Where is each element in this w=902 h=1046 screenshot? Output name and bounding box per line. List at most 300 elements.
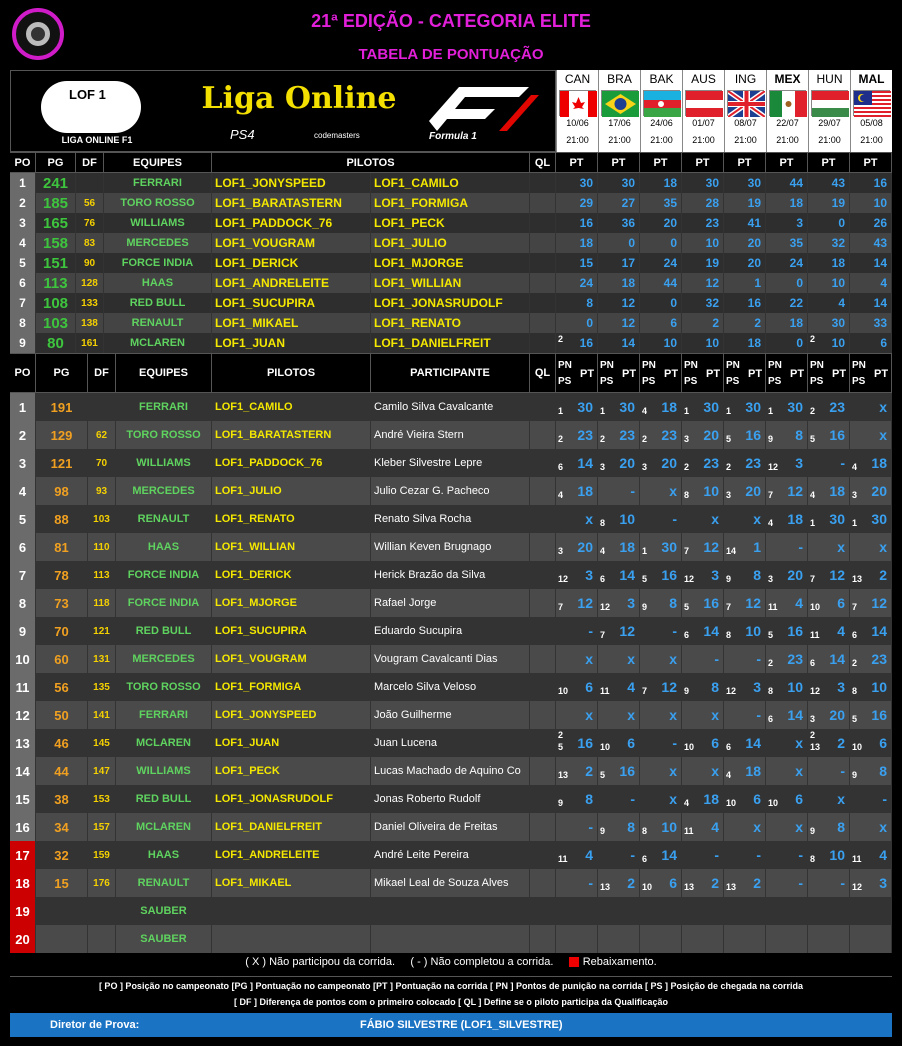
driver-race-ps: 1	[852, 518, 858, 528]
driver-name: Camilo Silva Cavalcante	[371, 393, 530, 421]
header-pt: PT	[874, 368, 889, 380]
driver-row	[10, 729, 892, 757]
team-race-pt: 27	[598, 193, 640, 213]
driver-race-pt: 2 13	[556, 757, 598, 785]
race-bak	[640, 70, 682, 152]
driver-name: Rafael Jorge	[371, 589, 530, 617]
driver-race-ps: 11	[684, 826, 694, 836]
team-race-pt: 12	[682, 273, 724, 293]
team-ql	[530, 193, 556, 213]
team-race-pt: 0	[640, 233, 682, 253]
driver-race-pt: x	[724, 505, 766, 533]
driver-race-pt: 3 12	[850, 869, 892, 897]
team-name: HAAS	[104, 273, 212, 293]
driver-race-pt: 20 3	[682, 421, 724, 449]
driver-race-pn: 2	[810, 730, 816, 740]
driver-race-pt: 6 10	[724, 785, 766, 813]
driver-name: Kleber Silvestre Lepre	[371, 449, 530, 477]
header-pt: PT	[622, 368, 637, 380]
race-time: 21:00	[860, 135, 883, 145]
driver-race-ps: 5	[684, 602, 690, 612]
team-row	[10, 333, 892, 353]
team-points: 151	[36, 253, 76, 273]
team-ql	[530, 273, 556, 293]
driver-name: Eduardo Sucupira	[371, 617, 530, 645]
race-date: 10/06	[566, 118, 589, 128]
race-date: 08/07	[734, 118, 757, 128]
driver-ql	[530, 925, 556, 953]
driver-race-pt: -	[640, 729, 682, 757]
driver-race-pt: 3 12	[598, 589, 640, 617]
driver-race-pt: 30 1	[850, 505, 892, 533]
driver-race-ps: 8	[642, 826, 648, 836]
header-cell: DF	[88, 354, 116, 392]
driver-race-pt: -	[682, 645, 724, 673]
driver-diff: 103	[88, 505, 116, 533]
team-race-pt: 8	[556, 293, 598, 313]
driver-row	[10, 533, 892, 561]
header-ps: PS	[684, 376, 698, 387]
driver-row	[10, 673, 892, 701]
driver-race-pt: 14 6	[850, 617, 892, 645]
team-points: 185	[36, 193, 76, 213]
team-race-pt: 28	[682, 193, 724, 213]
race-date: 22/07	[776, 118, 799, 128]
header-pn: PN	[768, 360, 782, 371]
driver-diff: 110	[88, 533, 116, 561]
team-pilot-2: LOF1_CAMILO	[371, 173, 530, 193]
driver-race-ps: 5	[810, 434, 816, 444]
driver-race-ps: 3	[768, 574, 774, 584]
driver-race-pt: -	[808, 757, 850, 785]
team-race-pt: 18	[808, 253, 850, 273]
driver-pilot: LOF1_MIKAEL	[212, 869, 371, 897]
driver-race-ps: 12	[852, 882, 863, 892]
team-race-pt: 30	[598, 173, 640, 193]
driver-race-pt: -	[808, 869, 850, 897]
team-position: 2	[10, 193, 36, 213]
team-row	[10, 313, 892, 333]
driver-points: 38	[36, 785, 88, 813]
team-race-pt: 15	[556, 253, 598, 273]
driver-race-pt: 16 5	[640, 561, 682, 589]
driver-points: 70	[36, 617, 88, 645]
driver-row	[10, 477, 892, 505]
driver-diff: 141	[88, 701, 116, 729]
driver-race-pt: x	[556, 701, 598, 729]
header-cell: PO	[10, 153, 36, 172]
team-row	[10, 173, 892, 193]
driver-race-pt: 6 10	[556, 673, 598, 701]
driver-race-ps: 1	[726, 406, 732, 416]
driver-race-ps: 13	[684, 882, 695, 892]
driver-race-pt: 23 2	[640, 421, 682, 449]
driver-team: SAUBER	[116, 925, 212, 953]
driver-race-pt: 12 7	[598, 617, 640, 645]
driver-team: TORO ROSSO	[116, 421, 212, 449]
driver-race-ps: 1	[642, 546, 648, 556]
race-time: 21:00	[734, 135, 757, 145]
driver-race-pt: x	[808, 533, 850, 561]
driver-diff	[88, 897, 116, 925]
driver-race-pt: 23 2	[808, 393, 850, 421]
driver-diff: 121	[88, 617, 116, 645]
driver-race-pt: 12 7	[556, 589, 598, 617]
team-race-pt: 3	[766, 213, 808, 233]
driver-diff: 157	[88, 813, 116, 841]
driver-name: Herick Brazão da Silva	[371, 561, 530, 589]
driver-ql	[530, 757, 556, 785]
driver-race-ps: 5	[726, 434, 732, 444]
race-mal	[850, 70, 892, 152]
driver-diff: 147	[88, 757, 116, 785]
team-diff: 128	[76, 273, 104, 293]
driver-pilot: LOF1_CAMILO	[212, 393, 371, 421]
driver-race-ps: 9	[684, 686, 690, 696]
driver-diff: 135	[88, 673, 116, 701]
race-code: BRA	[607, 72, 632, 86]
driver-points: 60	[36, 645, 88, 673]
team-diff: 90	[76, 253, 104, 273]
driver-points: 34	[36, 813, 88, 841]
driver-ql	[530, 897, 556, 925]
race-time: 21:00	[692, 135, 715, 145]
driver-race-pt: 14 6	[640, 841, 682, 869]
team-name: FERRARI	[104, 173, 212, 193]
driver-ql	[530, 533, 556, 561]
driver-ql	[530, 645, 556, 673]
driver-race-ps: 7	[852, 602, 858, 612]
driver-diff: 159	[88, 841, 116, 869]
driver-pilot	[212, 925, 371, 953]
team-race-pt: 0	[766, 333, 808, 353]
driver-ql	[530, 561, 556, 589]
driver-race-pt: 12 7	[640, 673, 682, 701]
driver-race-ps: 6	[768, 714, 774, 724]
driver-race-pt: x	[766, 757, 808, 785]
team-race-pt: 30	[808, 313, 850, 333]
driver-race-pt: 16 5	[682, 589, 724, 617]
driver-race-ps: 13	[558, 770, 569, 780]
driver-position: 6	[10, 533, 36, 561]
team-row	[10, 293, 892, 313]
team-race-pt: 32	[682, 293, 724, 313]
driver-race-pt: -	[724, 701, 766, 729]
driver-points: 32	[36, 841, 88, 869]
driver-team: FERRARI	[116, 701, 212, 729]
header-cell: QL	[530, 153, 556, 172]
driver-race-ps: 4	[600, 546, 606, 556]
driver-race-pt: x	[850, 813, 892, 841]
team-name: TORO ROSSO	[104, 193, 212, 213]
driver-race-pt: 2 13	[682, 869, 724, 897]
driver-race-pt: x	[640, 785, 682, 813]
driver-race-ps: 10	[600, 742, 611, 752]
driver-ql	[530, 393, 556, 421]
driver-race-pt: x	[808, 785, 850, 813]
driver-race-pt	[724, 897, 766, 925]
header-pt: PT	[580, 368, 595, 380]
driver-race-ps: 12	[558, 574, 569, 584]
driver-race-pt: 1 14	[724, 533, 766, 561]
driver-race-pt: -	[724, 645, 766, 673]
driver-position: 15	[10, 785, 36, 813]
driver-race-pt: 18 4	[766, 505, 808, 533]
driver-team: SAUBER	[116, 897, 212, 925]
driver-position: 17	[10, 841, 36, 869]
team-points: 165	[36, 213, 76, 233]
driver-race-ps: 1	[684, 406, 690, 416]
header-ps: PS	[558, 376, 572, 387]
driver-race-pt	[598, 897, 640, 925]
team-race-pt: 16 2	[556, 333, 598, 353]
team-race-pt: 6	[640, 313, 682, 333]
header-cell-race	[682, 354, 724, 392]
f1-logo: Formula 1	[419, 81, 539, 147]
driver-position: 2	[10, 421, 36, 449]
driver-race-ps: 2	[642, 434, 648, 444]
driver-race-ps: 10	[726, 798, 737, 808]
header-pn: PN	[684, 360, 698, 371]
driver-race-pt: 8 9	[640, 589, 682, 617]
header-cell-pt: PT	[766, 153, 808, 172]
header	[0, 0, 902, 70]
team-points: 80	[36, 333, 76, 353]
driver-race-pt: 6 10	[682, 729, 724, 757]
driver-race-pt: 20 3	[724, 477, 766, 505]
driver-race-ps: 11	[600, 686, 610, 696]
driver-race-pt: 10 8	[808, 841, 850, 869]
driver-race-pt: 14 6	[682, 617, 724, 645]
director-label: Diretor de Prova:	[50, 1019, 140, 1031]
driver-position: 8	[10, 589, 36, 617]
header-ps: PS	[600, 376, 614, 387]
driver-ql	[530, 505, 556, 533]
team-race-pt: 22	[766, 293, 808, 313]
race-code: BAK	[649, 72, 674, 86]
team-pilot-2: LOF1_DANIELFREIT	[371, 333, 530, 353]
driver-pilot: LOF1_BARATASTERN	[212, 421, 371, 449]
driver-race-pt: 30 1	[724, 393, 766, 421]
driver-race-pt: 8 9	[682, 673, 724, 701]
driver-race-ps: 8	[600, 518, 606, 528]
driver-pilot: LOF1_JULIO	[212, 477, 371, 505]
driver-diff: 62	[88, 421, 116, 449]
driver-position: 11	[10, 673, 36, 701]
driver-points	[36, 897, 88, 925]
header-ps: PS	[642, 376, 656, 387]
team-race-pt: 10	[850, 193, 892, 213]
team-race-pt: 14	[850, 253, 892, 273]
driver-race-pt: x	[850, 393, 892, 421]
driver-race-pt: x	[598, 701, 640, 729]
driver-race-pt: -	[598, 841, 640, 869]
team-pilot-2: LOF1_FORMIGA	[371, 193, 530, 213]
driver-race-pt: 6 10	[808, 589, 850, 617]
race-date: 05/08	[860, 118, 883, 128]
driver-race-pt: 14 6	[724, 729, 766, 757]
lof1-logo: LOF 1 LIGA ONLINE F1	[23, 77, 171, 147]
header-cell: PILOTOS	[212, 354, 371, 392]
team-race-pt: 0	[640, 293, 682, 313]
driver-position: 9	[10, 617, 36, 645]
driver-race-ps: 8	[768, 686, 774, 696]
team-race-pt: 33	[850, 313, 892, 333]
driver-race-ps: 14	[726, 546, 737, 556]
driver-race-pt: 4 11	[850, 841, 892, 869]
driver-pilot: LOF1_PECK	[212, 757, 371, 785]
header-cell: QL	[530, 354, 556, 392]
driver-race-pt: 10 8	[724, 617, 766, 645]
driver-race-pt: -	[766, 841, 808, 869]
driver-race-ps: 10	[642, 882, 653, 892]
driver-race-ps: 12	[726, 686, 737, 696]
driver-race-pt: x	[556, 505, 598, 533]
driver-position: 20	[10, 925, 36, 953]
driver-race-pt: -	[598, 785, 640, 813]
header-cell: PG	[36, 354, 88, 392]
driver-diff: 176	[88, 869, 116, 897]
header-cell-race	[556, 354, 598, 392]
driver-race-pt: 6 10	[850, 729, 892, 757]
driver-race-ps: 3	[852, 490, 858, 500]
team-race-pt: 24	[766, 253, 808, 273]
driver-race-ps: 5	[852, 714, 858, 724]
driver-points: 56	[36, 673, 88, 701]
team-ql	[530, 293, 556, 313]
driver-race-ps: 3	[642, 462, 648, 472]
driver-race-ps: 5	[768, 630, 774, 640]
mexico-flag-icon	[769, 90, 806, 116]
driver-race-pt: 18 4	[556, 477, 598, 505]
header-pn: PN	[852, 360, 866, 371]
driver-pilot: LOF1_VOUGRAM	[212, 645, 371, 673]
team-race-pt: 10 2	[808, 333, 850, 353]
driver-race-pt: 10 8	[766, 673, 808, 701]
driver-team: MERCEDES	[116, 477, 212, 505]
driver-race-ps: 9	[558, 798, 564, 808]
driver-race-pt: x	[766, 729, 808, 757]
driver-race-ps: 8	[852, 686, 858, 696]
team-race-pt: 19	[808, 193, 850, 213]
header-pt: PT	[832, 368, 847, 380]
driver-name: Vougram Cavalcanti Dias	[371, 645, 530, 673]
driver-pilot: LOF1_JUAN	[212, 729, 371, 757]
driver-race-pt: 8 9	[556, 785, 598, 813]
driver-name	[371, 897, 530, 925]
driver-race-ps: 13	[726, 882, 737, 892]
driver-race-ps: 1	[768, 406, 774, 416]
ps4-logo: PS4	[230, 127, 255, 142]
team-position: 9	[10, 333, 36, 353]
driver-race-pt	[556, 925, 598, 953]
team-pilot-1: LOF1_MIKAEL	[212, 313, 371, 333]
driver-pilot	[212, 897, 371, 925]
driver-points: 44	[36, 757, 88, 785]
driver-race-ps: 2	[810, 406, 816, 416]
team-diff	[76, 173, 104, 193]
driver-team: FORCE INDIA	[116, 589, 212, 617]
driver-race-pt: 14 6	[556, 449, 598, 477]
driver-race-ps: 7	[726, 602, 732, 612]
driver-race-pt: -	[640, 505, 682, 533]
driver-team: RED BULL	[116, 785, 212, 813]
driver-race-pt: 3 12	[682, 561, 724, 589]
driver-diff: 113	[88, 561, 116, 589]
driver-ql	[530, 449, 556, 477]
header-cell: DF	[76, 153, 104, 172]
driver-row	[10, 813, 892, 841]
driver-race-ps: 8	[810, 854, 816, 864]
driver-race-pt: x	[556, 645, 598, 673]
driver-race-ps: 7	[642, 686, 648, 696]
race-date: 29/07	[818, 118, 841, 128]
driver-race-ps: 13	[852, 574, 863, 584]
driver-race-pt: -	[850, 785, 892, 813]
driver-ql	[530, 617, 556, 645]
driver-race-ps: 4	[642, 406, 648, 416]
legend-rel: Rebaixamento.	[582, 956, 657, 968]
page-title: 21ª EDIÇÃO - CATEGORIA ELITE	[311, 11, 591, 31]
header-pt: PT	[748, 368, 763, 380]
driver-team: RENAULT	[116, 869, 212, 897]
driver-race-ps: 1	[558, 406, 564, 416]
team-ql	[530, 333, 556, 353]
driver-name: Willian Keven Brugnago	[371, 533, 530, 561]
driver-race-pt: x	[682, 701, 724, 729]
team-position: 7	[10, 293, 36, 313]
driver-race-ps: 7	[684, 546, 690, 556]
team-pilot-2: LOF1_JONASRUDOLF	[371, 293, 530, 313]
team-name: MCLAREN	[104, 333, 212, 353]
driver-race-ps: 4	[558, 490, 564, 500]
driver-race-pt: 23 2	[682, 449, 724, 477]
driver-position: 18	[10, 869, 36, 897]
driver-row	[10, 869, 892, 897]
driver-race-pt: x	[724, 813, 766, 841]
team-race-pt: 44	[640, 273, 682, 293]
driver-race-pt	[682, 925, 724, 953]
team-diff: 133	[76, 293, 104, 313]
team-ql	[530, 313, 556, 333]
driver-race-ps: 8	[684, 490, 690, 500]
driver-name: João Guilherme	[371, 701, 530, 729]
driver-points: 98	[36, 477, 88, 505]
driver-team: HAAS	[116, 533, 212, 561]
driver-position: 10	[10, 645, 36, 673]
driver-race-pt	[808, 897, 850, 925]
driver-race-ps: 8	[726, 630, 732, 640]
driver-race-pt: 4 11	[556, 841, 598, 869]
team-race-note: 2	[558, 334, 564, 344]
header-ps: PS	[726, 376, 740, 387]
team-row	[10, 273, 892, 293]
team-race-pt: 4	[850, 273, 892, 293]
driver-race-ps: 1	[810, 518, 816, 528]
team-race-pt: 20	[640, 213, 682, 233]
driver-race-ps: 4	[726, 770, 732, 780]
driver-race-ps: 9	[768, 434, 774, 444]
driver-position: 19	[10, 897, 36, 925]
driver-race-pt: -	[556, 617, 598, 645]
driver-ql	[530, 701, 556, 729]
driver-diff: 93	[88, 477, 116, 505]
header-cell: EQUIPES	[116, 354, 212, 392]
driver-race-pt: 30 1	[598, 393, 640, 421]
driver-row	[10, 421, 892, 449]
driver-ql	[530, 785, 556, 813]
driver-race-pt: 18 4	[808, 477, 850, 505]
